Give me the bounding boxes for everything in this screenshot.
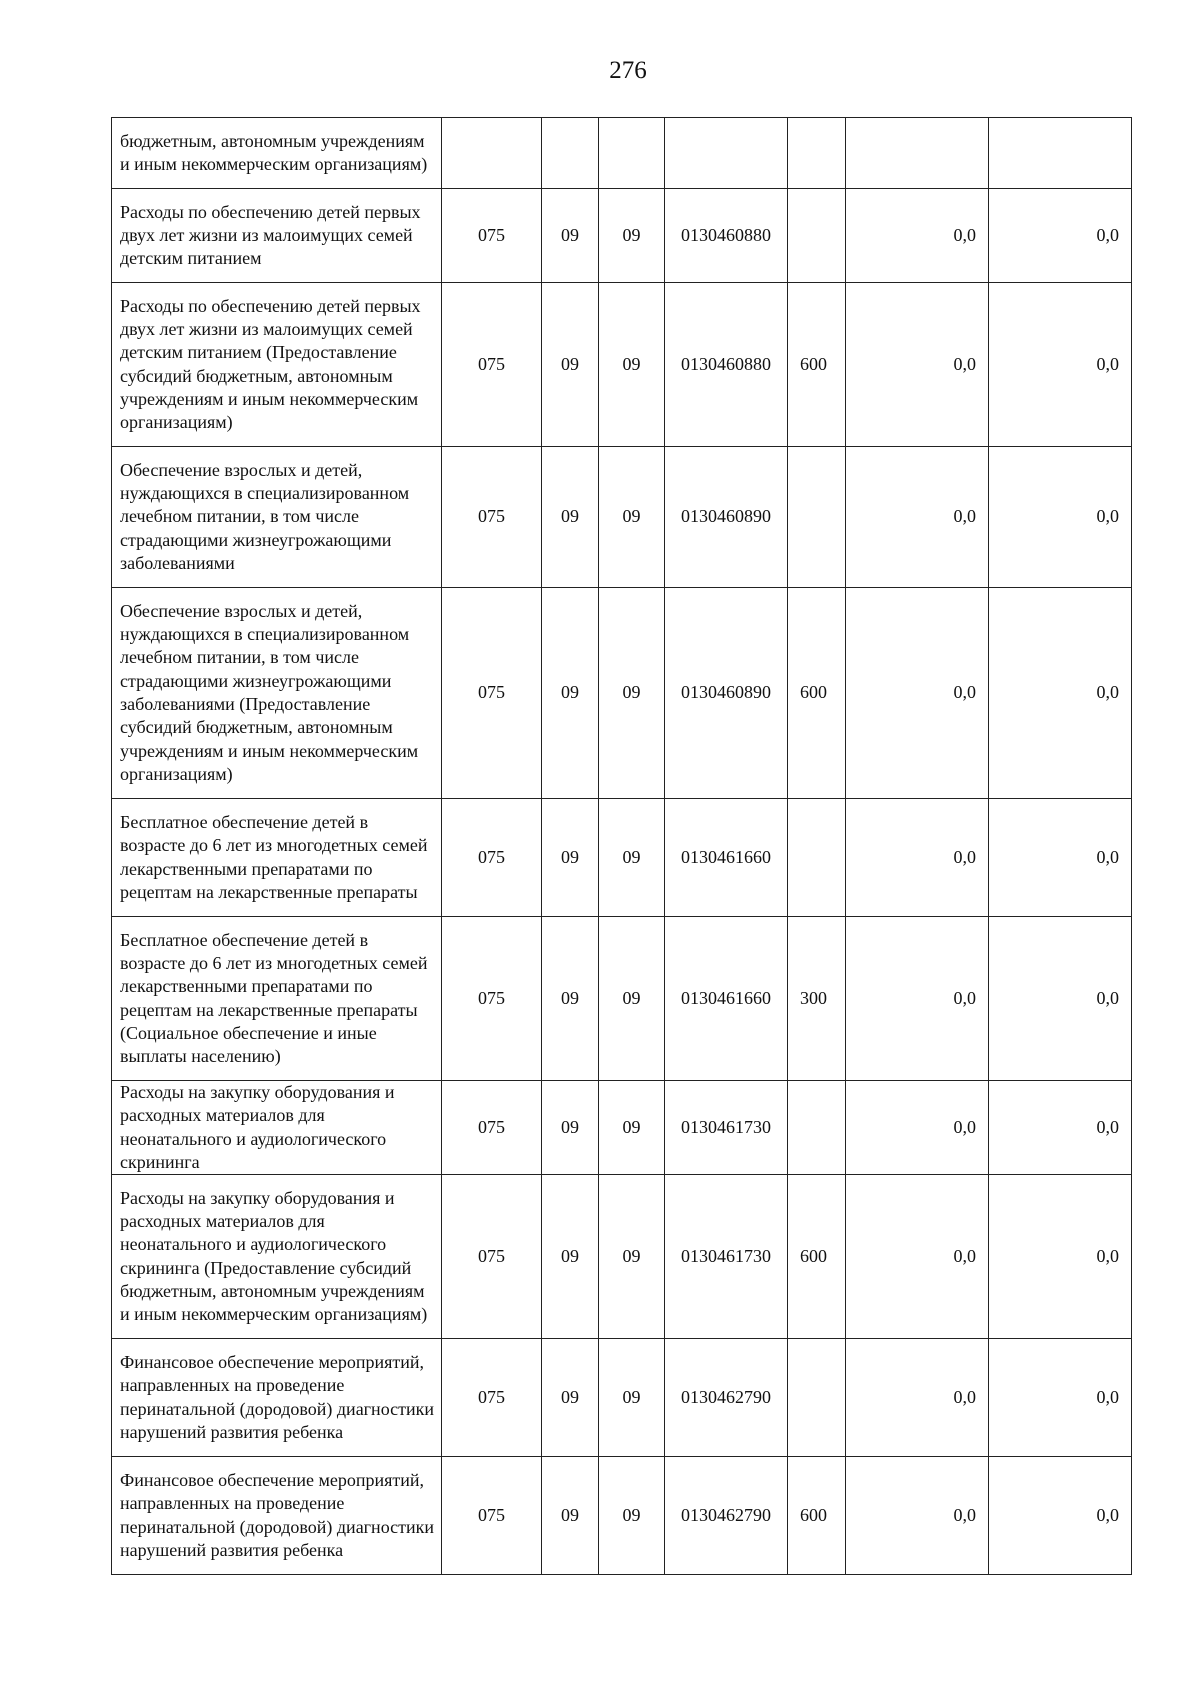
- expense-type-code: 600: [788, 588, 846, 799]
- expense-type-code: [788, 447, 846, 588]
- expense-type-code: [788, 189, 846, 283]
- subsection-code: 09: [599, 1175, 665, 1339]
- target-article-code: 0130462790: [665, 1339, 788, 1457]
- section-code: 09: [542, 1457, 599, 1575]
- row-name: Финансовое обеспечение мероприятий, направленных на проведение перинатальной (дородовой) диагностики нарушений развития ребенка: [112, 1339, 442, 1457]
- subsection-code: [599, 118, 665, 189]
- target-article-code: 0130460890: [665, 447, 788, 588]
- subsection-code: 09: [599, 447, 665, 588]
- ministry-code: 075: [442, 447, 542, 588]
- sum-first: 0,0: [846, 917, 989, 1081]
- expense-type-code: [788, 1339, 846, 1457]
- section-code: [542, 118, 599, 189]
- sum-second: 0,0: [989, 189, 1132, 283]
- ministry-code: 075: [442, 588, 542, 799]
- sum-second: 0,0: [989, 1339, 1132, 1457]
- sum-first: 0,0: [846, 283, 989, 447]
- target-article-code: 0130461730: [665, 1175, 788, 1339]
- ministry-code: 075: [442, 283, 542, 447]
- row-name: Бесплатное обеспечение детей в возрасте до 6 лет из многодетных семей лекарственными препаратами по рецептам на лекарственные препараты: [112, 799, 442, 917]
- ministry-code: 075: [442, 1457, 542, 1575]
- subsection-code: 09: [599, 1081, 665, 1175]
- target-article-code: 0130461660: [665, 917, 788, 1081]
- row-name: Расходы по обеспечению детей первых двух лет жизни из малоимущих семей детским питанием: [112, 189, 442, 283]
- section-code: 09: [542, 917, 599, 1081]
- subsection-code: 09: [599, 799, 665, 917]
- sum-first: 0,0: [846, 1339, 989, 1457]
- table-row: [112, 1339, 1132, 1457]
- sum-first: 0,0: [846, 1081, 989, 1175]
- ministry-code: [442, 118, 542, 189]
- subsection-code: 09: [599, 283, 665, 447]
- ministry-code: 075: [442, 799, 542, 917]
- table-row: [112, 1457, 1132, 1575]
- section-code: 09: [542, 283, 599, 447]
- sum-second: 0,0: [989, 917, 1132, 1081]
- sum-second: 0,0: [989, 1457, 1132, 1575]
- ministry-code: 075: [442, 917, 542, 1081]
- row-name: Расходы на закупку оборудования и расходных материалов для неонатального и аудиологического скрининга (Предоставление субсидий бюджетным, автономным учреждениям и иным некоммерческим организациям): [112, 1175, 442, 1339]
- subsection-code: 09: [599, 1339, 665, 1457]
- sum-second: [989, 118, 1132, 189]
- ministry-code: 075: [442, 1081, 542, 1175]
- table-row: [112, 917, 1132, 1081]
- ministry-code: 075: [442, 1175, 542, 1339]
- row-name: Бесплатное обеспечение детей в возрасте до 6 лет из многодетных семей лекарственными препаратами по рецептам на лекарственные препараты (Социальное обеспечение и иные выплаты населению): [112, 917, 442, 1081]
- expense-type-code: 300: [788, 917, 846, 1081]
- section-code: 09: [542, 799, 599, 917]
- expense-type-code: [788, 1081, 846, 1175]
- sum-second: 0,0: [989, 283, 1132, 447]
- row-name: Обеспечение взрослых и детей, нуждающихся в специализированном лечебном питании, в том числе страдающими жизнеугрожающими заболеваниями (Предоставление субсидий бюджетным, автономным учреждениям и иным некоммерческим организациям): [112, 588, 442, 799]
- sum-second: 0,0: [989, 1175, 1132, 1339]
- ministry-code: 075: [442, 1339, 542, 1457]
- expense-type-code: [788, 799, 846, 917]
- section-code: 09: [542, 1081, 599, 1175]
- budget-table: [111, 117, 1132, 1575]
- target-article-code: 0130460890: [665, 588, 788, 799]
- row-name: Расходы на закупку оборудования и расходных материалов для неонатального и аудиологического скрининга: [112, 1081, 442, 1175]
- target-article-code: 0130461660: [665, 799, 788, 917]
- subsection-code: 09: [599, 917, 665, 1081]
- sum-first: 0,0: [846, 799, 989, 917]
- page-number: 276: [609, 57, 647, 84]
- expense-type-code: 600: [788, 1175, 846, 1339]
- target-article-code: 0130460880: [665, 283, 788, 447]
- table-row: [112, 447, 1132, 588]
- ministry-code: 075: [442, 189, 542, 283]
- sum-second: 0,0: [989, 447, 1132, 588]
- expense-type-code: [788, 118, 846, 189]
- sum-first: 0,0: [846, 189, 989, 283]
- subsection-code: 09: [599, 1457, 665, 1575]
- sum-second: 0,0: [989, 799, 1132, 917]
- table-row: [112, 588, 1132, 799]
- sum-first: 0,0: [846, 1175, 989, 1339]
- expense-type-code: 600: [788, 1457, 846, 1575]
- sum-first: 0,0: [846, 447, 989, 588]
- row-name: бюджетным, автономным учреждениям и иным некоммерческим организациям): [112, 118, 442, 189]
- sum-first: 0,0: [846, 1457, 989, 1575]
- sum-second: 0,0: [989, 588, 1132, 799]
- target-article-code: [665, 118, 788, 189]
- sum-first: [846, 118, 989, 189]
- sum-second: 0,0: [989, 1081, 1132, 1175]
- table-row: [112, 283, 1132, 447]
- section-code: 09: [542, 588, 599, 799]
- target-article-code: 0130461730: [665, 1081, 788, 1175]
- target-article-code: 0130460880: [665, 189, 788, 283]
- section-code: 09: [542, 447, 599, 588]
- table-row: [112, 799, 1132, 917]
- table-row: [112, 1175, 1132, 1339]
- row-name: Расходы по обеспечению детей первых двух лет жизни из малоимущих семей детским питанием (Предоставление субсидий бюджетным, автономным учреждениям и иным некоммерческим организациям): [112, 283, 442, 447]
- section-code: 09: [542, 1339, 599, 1457]
- subsection-code: 09: [599, 189, 665, 283]
- table-row: [112, 189, 1132, 283]
- subsection-code: 09: [599, 588, 665, 799]
- row-name: Обеспечение взрослых и детей, нуждающихся в специализированном лечебном питании, в том числе страдающими жизнеугрожающими заболеваниями: [112, 447, 442, 588]
- row-name: Финансовое обеспечение мероприятий, направленных на проведение перинатальной (дородовой) диагностики нарушений развития ребенка: [112, 1457, 442, 1575]
- expense-type-code: 600: [788, 283, 846, 447]
- section-code: 09: [542, 1175, 599, 1339]
- table-row: [112, 1081, 1132, 1175]
- target-article-code: 0130462790: [665, 1457, 788, 1575]
- sum-first: 0,0: [846, 588, 989, 799]
- table-row: [112, 118, 1132, 189]
- section-code: 09: [542, 189, 599, 283]
